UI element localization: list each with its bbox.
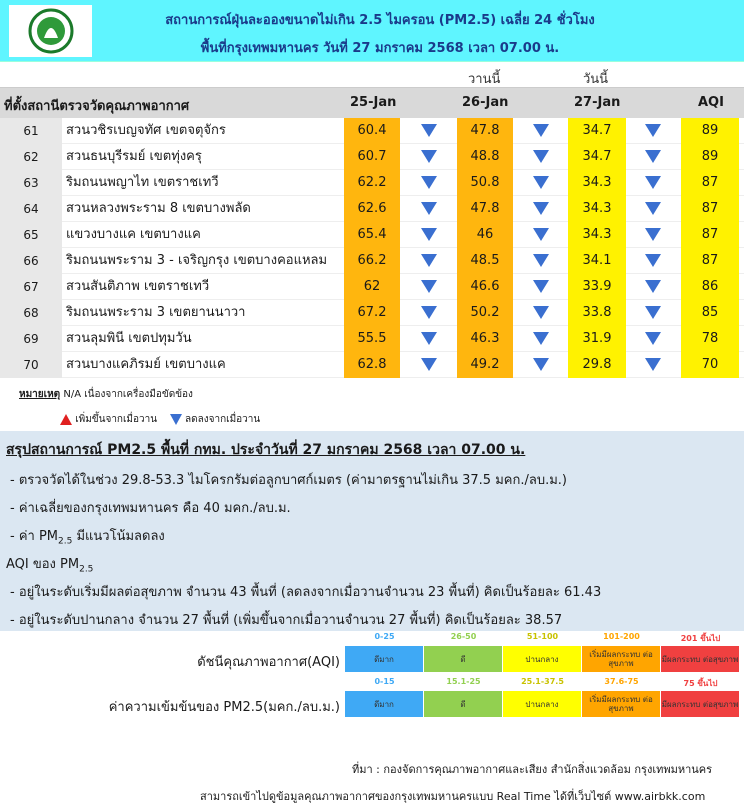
trend-suffix: มีแนวโน้มลดลง xyxy=(72,529,165,544)
pm-range-label: 0-15 xyxy=(374,677,395,686)
value-aqi: 89 xyxy=(681,118,739,144)
pm-level-box: ดีมาก xyxy=(345,691,423,717)
down-arrow-icon xyxy=(421,228,437,241)
down-arrow-icon xyxy=(645,280,661,293)
summary-line-range: - ตรวจวัดได้ในช่วง 29.8-53.3 ไมโครกรัมต่อลูกบาศก์เมตร (ค่ามาตรฐานไม่เกิน 37.5 มคก./ลบ.ม.) xyxy=(10,473,567,488)
value-aqi: 86 xyxy=(681,274,739,300)
aqi-level-box: มีผลกระทบ ต่อสุขภาพ xyxy=(661,646,739,672)
table-row xyxy=(0,196,744,222)
down-arrow-icon xyxy=(533,306,549,319)
table-row xyxy=(0,352,744,378)
station-number: 61 xyxy=(0,118,62,144)
down-arrow-icon xyxy=(533,332,549,345)
value-27jan: 34.7 xyxy=(568,144,626,170)
summary-line-moderate: - อยู่ในระดับปานกลาง จำนวน 27 พื้นที่ (เพิ่มขึ้นจากเมื่อวานจำนวน 27 พื้นที่) คิดเป็นร้อยละ 38.57 xyxy=(10,613,563,628)
down-arrow-icon xyxy=(421,124,437,137)
col-25jan: 25-Jan xyxy=(350,95,397,110)
trend-sub: 2.5 xyxy=(58,536,73,547)
value-26jan: 50.2 xyxy=(457,300,513,326)
legend-down: ลดลงจากเมื่อวาน xyxy=(184,414,261,425)
down-arrow-icon xyxy=(533,150,549,163)
col-location: ที่ตั้งสถานีตรวจวัดคุณภาพอากาศ xyxy=(4,99,190,114)
value-26jan: 47.8 xyxy=(457,118,513,144)
value-25jan: 67.2 xyxy=(344,300,400,326)
value-25jan: 65.4 xyxy=(344,222,400,248)
station-location: ริมถนนพระราม 3 - เจริญกรุง เขตบางคอแหลม xyxy=(66,253,328,268)
value-25jan: 62.8 xyxy=(344,352,400,378)
note xyxy=(19,387,193,402)
value-26jan: 48.5 xyxy=(457,248,513,274)
value-25jan: 62.6 xyxy=(344,196,400,222)
down-arrow-icon xyxy=(645,332,661,345)
value-25jan: 62.2 xyxy=(344,170,400,196)
down-arrow-icon xyxy=(645,358,661,371)
value-aqi: 89 xyxy=(681,144,739,170)
value-25jan: 55.5 xyxy=(344,326,400,352)
col-aqi: AQI xyxy=(698,95,724,110)
aqi-range-label: 26-50 xyxy=(450,632,477,641)
down-arrow-icon xyxy=(533,228,549,241)
aqi-scale-label: ดัชนีคุณภาพอากาศ(AQI) xyxy=(197,655,340,670)
value-aqi: 87 xyxy=(681,170,739,196)
col-27jan: 27-Jan xyxy=(574,95,621,110)
value-25jan: 60.7 xyxy=(344,144,400,170)
down-arrow-icon xyxy=(645,228,661,241)
station-location: สวนธนบุรีรมย์ เขตทุ่งครุ xyxy=(66,149,202,164)
down-arrow-icon xyxy=(533,176,549,189)
aqi-level-box: ดี xyxy=(424,646,502,672)
pm-level-box: มีผลกระทบ ต่อสุขภาพ xyxy=(661,691,739,717)
value-26jan: 46 xyxy=(457,222,513,248)
aqi-level-box: ดีมาก xyxy=(345,646,423,672)
pm-range-label: 37.6-75 xyxy=(604,677,639,686)
legend-up: เพิ่มขึ้นจากเมื่อวาน xyxy=(75,414,158,425)
value-aqi: 85 xyxy=(681,300,739,326)
down-arrow-icon xyxy=(421,358,437,371)
station-location: สวนบางแคภิรมย์ เขตบางแค xyxy=(66,357,226,372)
note-label: หมายเหตุ xyxy=(19,389,61,400)
station-number: 69 xyxy=(0,326,62,352)
aqi-heading-prefix: AQI ของ PM xyxy=(6,557,80,572)
aqi-range-label: 0-25 xyxy=(374,632,395,641)
report-subtitle: พื้นที่กรุงเทพมหานคร วันที่ 27 มกราคม 2568 เวลา 07.00 น. xyxy=(200,41,560,56)
down-arrow-icon xyxy=(421,202,437,215)
pm-range-label: 15.1-25 xyxy=(446,677,481,686)
station-location: สวนวชิรเบญจทัศ เขตจตุจักร xyxy=(66,123,226,138)
station-location: ริมถนนพญาไท เขตราชเทวี xyxy=(66,175,219,190)
report-header xyxy=(0,0,744,62)
up-arrow-icon xyxy=(60,414,72,425)
station-number: 63 xyxy=(0,170,62,196)
value-26jan: 50.8 xyxy=(457,170,513,196)
bma-seal-icon xyxy=(28,8,74,54)
pm-level-box: ดี xyxy=(424,691,502,717)
down-arrow-icon xyxy=(421,332,437,345)
down-arrow-icon xyxy=(170,414,182,425)
note-text: N/A เนื่องจากเครื่องมือขัดข้อง xyxy=(63,389,193,400)
summary-line-unhealthy: - อยู่ในระดับเริ่มมีผลต่อสุขภาพ จำนวน 43 พื้นที่ (ลดลงจากเมื่อวานจำนวน 23 พื้นที่) คิดเป็นร้อยละ 61.43 xyxy=(10,585,602,600)
station-location: สวนหลวงพระราม 8 เขตบางพลัด xyxy=(66,201,251,216)
value-27jan: 29.8 xyxy=(568,352,626,378)
table-row xyxy=(0,248,744,274)
summary-title: สรุปสถานการณ์ PM2.5 พื้นที่ กทม. ประจำวันที่ 27 มกราคม 2568 เวลา 07.00 น. xyxy=(6,442,526,458)
station-number: 65 xyxy=(0,222,62,248)
trend-prefix: - ค่า PM xyxy=(10,529,59,544)
station-number: 68 xyxy=(0,300,62,326)
down-arrow-icon xyxy=(533,254,549,267)
value-26jan: 46.6 xyxy=(457,274,513,300)
aqi-range-label: 201 ขึ้นไป xyxy=(680,634,721,643)
value-27jan: 34.3 xyxy=(568,222,626,248)
station-location: สวนสันติภาพ เขตราชเทวี xyxy=(66,279,210,294)
value-27jan: 34.3 xyxy=(568,170,626,196)
value-25jan: 66.2 xyxy=(344,248,400,274)
down-arrow-icon xyxy=(645,150,661,163)
station-number: 62 xyxy=(0,144,62,170)
down-arrow-icon xyxy=(533,280,549,293)
table-header xyxy=(0,88,744,118)
value-aqi: 70 xyxy=(681,352,739,378)
table-row xyxy=(0,326,744,352)
station-location: แขวงบางแค เขตบางแค xyxy=(66,227,201,242)
down-arrow-icon xyxy=(421,280,437,293)
label-today: วันนี้ xyxy=(583,72,609,87)
down-arrow-icon xyxy=(533,358,549,371)
value-27jan: 33.9 xyxy=(568,274,626,300)
website-note: สามารถเข้าไปดูข้อมูลคุณภาพอากาศของกรุงเทพมหานครแบบ Real Time ได้ที่เว็บไซต์ www.airbkk.com xyxy=(200,790,706,803)
value-27jan: 34.1 xyxy=(568,248,626,274)
down-arrow-icon xyxy=(533,202,549,215)
table-row xyxy=(0,222,744,248)
pm-range-label: 25.1-37.5 xyxy=(521,677,564,686)
down-arrow-icon xyxy=(645,202,661,215)
value-26jan: 49.2 xyxy=(457,352,513,378)
station-number: 70 xyxy=(0,352,62,378)
day-labels-row xyxy=(0,62,744,88)
value-26jan: 47.8 xyxy=(457,196,513,222)
down-arrow-icon xyxy=(645,306,661,319)
table-row xyxy=(0,170,744,196)
value-27jan: 31.9 xyxy=(568,326,626,352)
value-aqi: 87 xyxy=(681,248,739,274)
aqi-level-box: เริ่มมีผลกระทบ ต่อสุขภาพ xyxy=(582,646,660,672)
value-25jan: 62 xyxy=(344,274,400,300)
station-number: 66 xyxy=(0,248,62,274)
aqi-heading-sub: 2.5 xyxy=(79,564,94,575)
value-27jan: 34.7 xyxy=(568,118,626,144)
col-26jan: 26-Jan xyxy=(462,95,509,110)
station-number: 64 xyxy=(0,196,62,222)
value-27jan: 34.3 xyxy=(568,196,626,222)
report-title: สถานการณ์ฝุ่นละอองขนาดไม่เกิน 2.5 ไมครอน (PM2.5) เฉลี่ย 24 ชั่วโมง xyxy=(165,13,595,28)
aqi-level-box: ปานกลาง xyxy=(503,646,581,672)
aqi-heading xyxy=(6,553,93,575)
pm-level-box: เริ่มมีผลกระทบ ต่อสุขภาพ xyxy=(582,691,660,717)
down-arrow-icon xyxy=(421,306,437,319)
station-number: 67 xyxy=(0,274,62,300)
value-25jan: 60.4 xyxy=(344,118,400,144)
trend-legend xyxy=(60,412,260,427)
down-arrow-icon xyxy=(645,254,661,267)
station-location: ริมถนนพระราม 3 เขตยานนาวา xyxy=(66,305,246,320)
label-yesterday: วานนี้ xyxy=(468,72,501,87)
value-aqi: 87 xyxy=(681,196,739,222)
value-26jan: 48.8 xyxy=(457,144,513,170)
pm-scale-label: ค่าความเข้มข้นของ PM2.5(มคก./ลบ.ม.) xyxy=(108,700,340,715)
table-row xyxy=(0,274,744,300)
aqi-range-label: 51-100 xyxy=(526,632,559,641)
summary-panel xyxy=(0,431,744,631)
bma-logo xyxy=(9,5,92,57)
down-arrow-icon xyxy=(645,176,661,189)
table-row xyxy=(0,118,744,144)
source-note: ที่มา : กองจัดการคุณภาพอากาศและเสียง สำนักสิ่งแวดล้อม กรุงเทพมหานคร xyxy=(352,763,713,776)
pm-level-box: ปานกลาง xyxy=(503,691,581,717)
down-arrow-icon xyxy=(533,124,549,137)
down-arrow-icon xyxy=(421,150,437,163)
down-arrow-icon xyxy=(421,176,437,189)
summary-line-average: - ค่าเฉลี่ยของกรุงเทพมหานคร คือ 40 มคก./ลบ.ม. xyxy=(10,501,291,516)
table-row xyxy=(0,144,744,170)
value-aqi: 78 xyxy=(681,326,739,352)
value-26jan: 46.3 xyxy=(457,326,513,352)
pm-range-label: 75 ขึ้นไป xyxy=(683,679,718,688)
down-arrow-icon xyxy=(645,124,661,137)
value-aqi: 87 xyxy=(681,222,739,248)
summary-line-trend xyxy=(10,525,165,547)
aqi-range-label: 101-200 xyxy=(603,632,640,641)
down-arrow-icon xyxy=(421,254,437,267)
station-location: สวนลุมพินี เขตปทุมวัน xyxy=(66,331,192,346)
value-27jan: 33.8 xyxy=(568,300,626,326)
table-row xyxy=(0,300,744,326)
